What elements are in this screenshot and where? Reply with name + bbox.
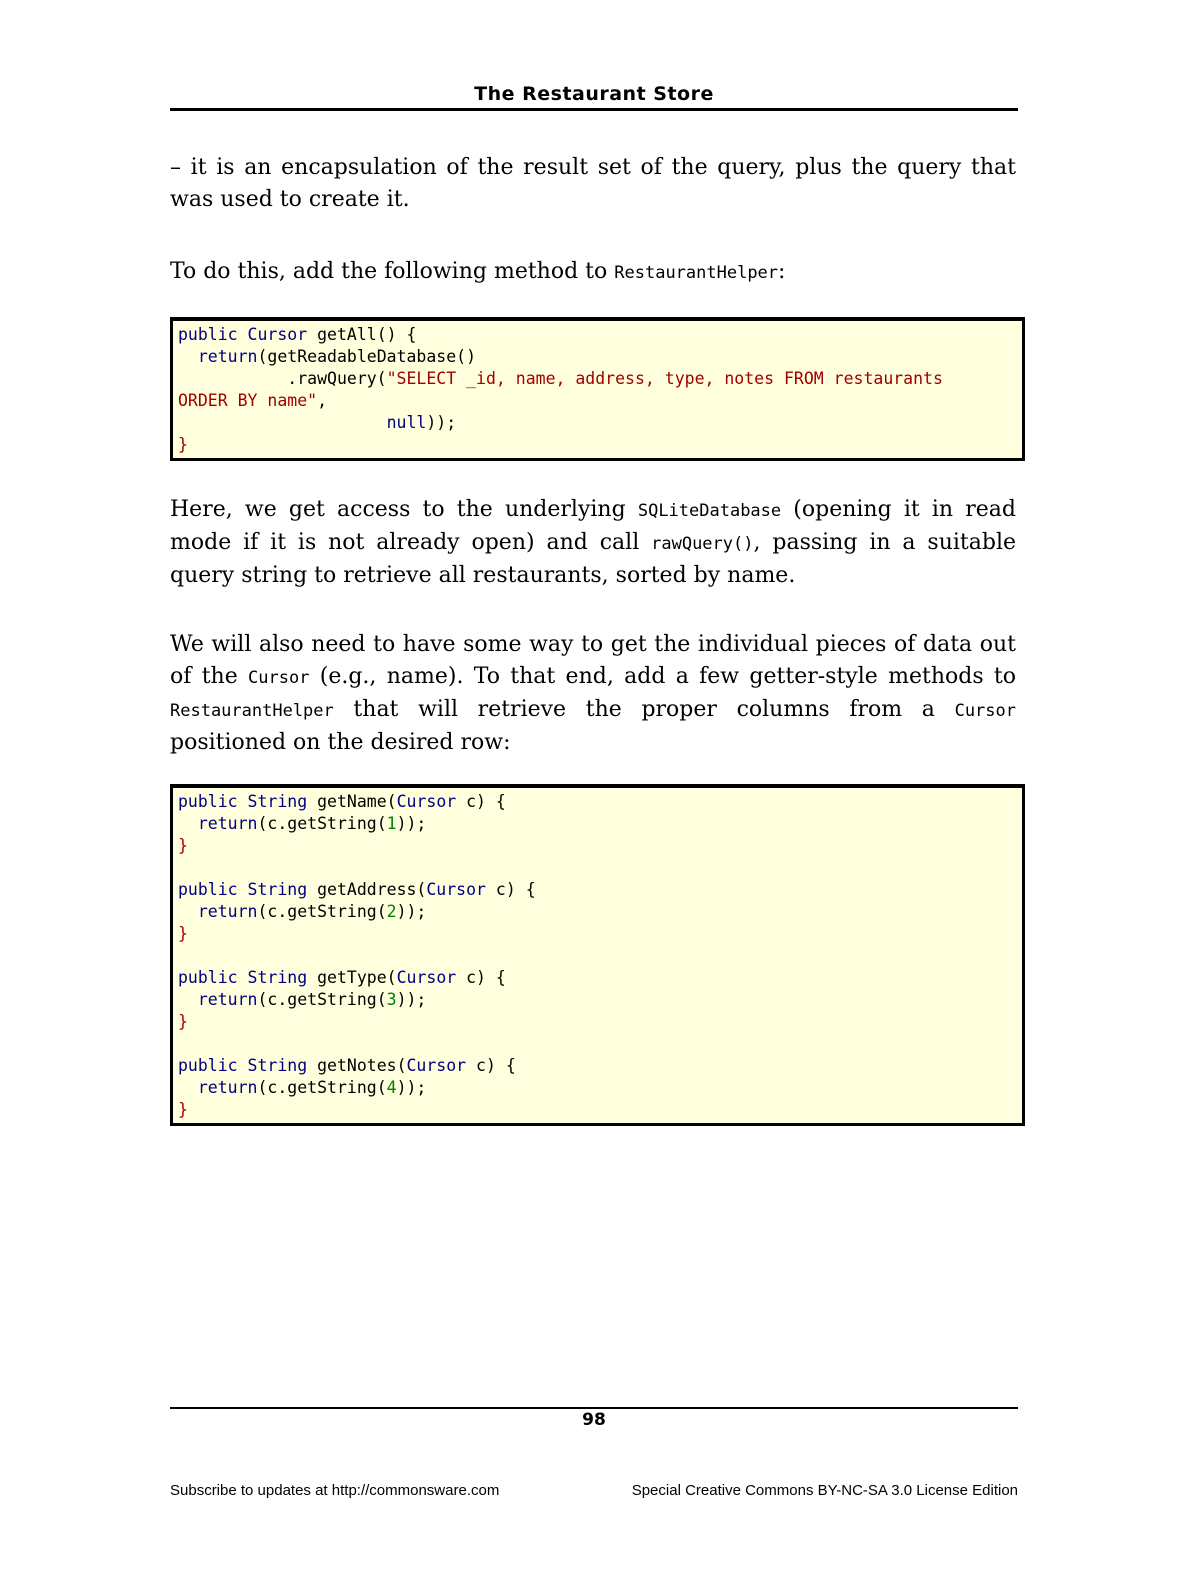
code-string: "SELECT _id, name, address, type, notes FROM restaurants	[386, 369, 943, 388]
code-keyword: return	[197, 1078, 258, 1097]
code-brace: }	[178, 836, 188, 855]
code-keyword: public	[178, 325, 238, 344]
text: (e.g., name). To that end, add a few getter-style methods to	[309, 664, 1016, 689]
code-text: getAll() {	[307, 325, 417, 344]
code-number: 2	[386, 902, 397, 921]
code-type: String	[247, 1056, 308, 1075]
code-text: ));	[396, 902, 427, 921]
inline-code-cursor: Cursor	[248, 668, 310, 688]
footer-rule	[170, 1407, 1018, 1409]
code-block-getters	[170, 784, 1025, 1126]
running-header: The Restaurant Store	[474, 83, 714, 105]
code-number: 4	[386, 1078, 397, 1097]
code-type: String	[247, 880, 308, 899]
inline-code-rawquery: rawQuery()	[651, 534, 754, 554]
code-type: String	[247, 968, 308, 987]
inline-code-sqlitedatabase: SQLiteDatabase	[637, 501, 782, 521]
text: Here, we get access to the underlying	[170, 497, 638, 522]
paragraph-intro	[170, 152, 1016, 216]
inline-code-restauranthelper: RestaurantHelper	[614, 263, 779, 283]
code-type: Cursor	[247, 325, 308, 344]
code-text: (c.getString(	[257, 990, 387, 1009]
code-text: c) {	[456, 968, 506, 987]
paragraph-intro-text: – it is an encapsulation of the result set of the query, plus the query that was used to create it.	[170, 155, 1016, 212]
code-text: ));	[426, 413, 457, 432]
code-brace: }	[178, 1100, 188, 1119]
code-type: Cursor	[426, 880, 486, 899]
code-number: 1	[386, 814, 397, 833]
code-text: (getReadableDatabase()	[257, 347, 477, 366]
code-text: ));	[396, 814, 427, 833]
code-type: String	[247, 792, 308, 811]
text: that will retrieve the proper columns from a	[333, 697, 955, 722]
code-keyword: return	[197, 814, 258, 833]
code-method-name: getName(	[317, 792, 397, 811]
code-text: c) {	[466, 1056, 516, 1075]
footer-subscribe-text: Subscribe to updates at http://commonsware.com	[170, 1482, 500, 1499]
code-text: ));	[396, 1078, 427, 1097]
inline-code-cursor: Cursor	[954, 701, 1016, 721]
code-text: (c.getString(	[257, 1078, 387, 1097]
header-rule	[170, 108, 1018, 111]
code-listing	[178, 791, 1020, 1121]
code-method-name: getNotes(	[317, 1056, 407, 1075]
paragraph-getters	[170, 629, 1016, 759]
code-keyword: public	[178, 968, 238, 987]
code-keyword: public	[178, 880, 238, 899]
text: (opening it in read mode if it is not already open) and call	[170, 497, 1016, 555]
text: , passing in a suitable query string to retrieve all restaurants, sorted by name.	[170, 530, 1017, 588]
text: positioned on the desired row:	[170, 730, 511, 755]
code-text: ));	[396, 990, 427, 1009]
code-number: 3	[386, 990, 397, 1009]
code-keyword: null	[386, 413, 427, 432]
code-string: ORDER BY name"	[178, 391, 318, 410]
paragraph-explanation	[170, 494, 1016, 592]
code-keyword: return	[197, 990, 258, 1009]
text: :	[778, 259, 786, 284]
page-number: 98	[582, 1410, 606, 1430]
code-text: c) {	[485, 880, 536, 899]
code-method-name: getAddress(	[317, 880, 427, 899]
code-text: (c.getString(	[257, 902, 387, 921]
code-brace: }	[178, 1012, 188, 1031]
text: We will also need to have some way to get the individual pieces of data out of the	[170, 632, 1016, 689]
code-type: Cursor	[396, 968, 457, 987]
code-text: c) {	[456, 792, 506, 811]
code-text: (c.getString(	[257, 814, 387, 833]
code-listing	[178, 324, 1020, 456]
code-brace: }	[178, 435, 188, 454]
code-block-getall	[170, 317, 1025, 461]
code-method-name: getType(	[317, 968, 397, 987]
text: To do this, add the following method to	[170, 259, 615, 284]
inline-code-restauranthelper: RestaurantHelper	[170, 701, 334, 721]
code-text: .rawQuery(	[287, 369, 387, 388]
code-keyword: public	[178, 1056, 238, 1075]
code-type: Cursor	[406, 1056, 467, 1075]
footer-license-text: Special Creative Commons BY-NC-SA 3.0 License Edition	[631, 1482, 1018, 1499]
code-brace: }	[178, 924, 188, 943]
code-keyword: return	[197, 902, 258, 921]
code-type: Cursor	[396, 792, 457, 811]
code-keyword: return	[197, 347, 258, 366]
paragraph-add-method	[170, 256, 1016, 289]
code-text: ,	[317, 391, 328, 410]
code-keyword: public	[178, 792, 238, 811]
